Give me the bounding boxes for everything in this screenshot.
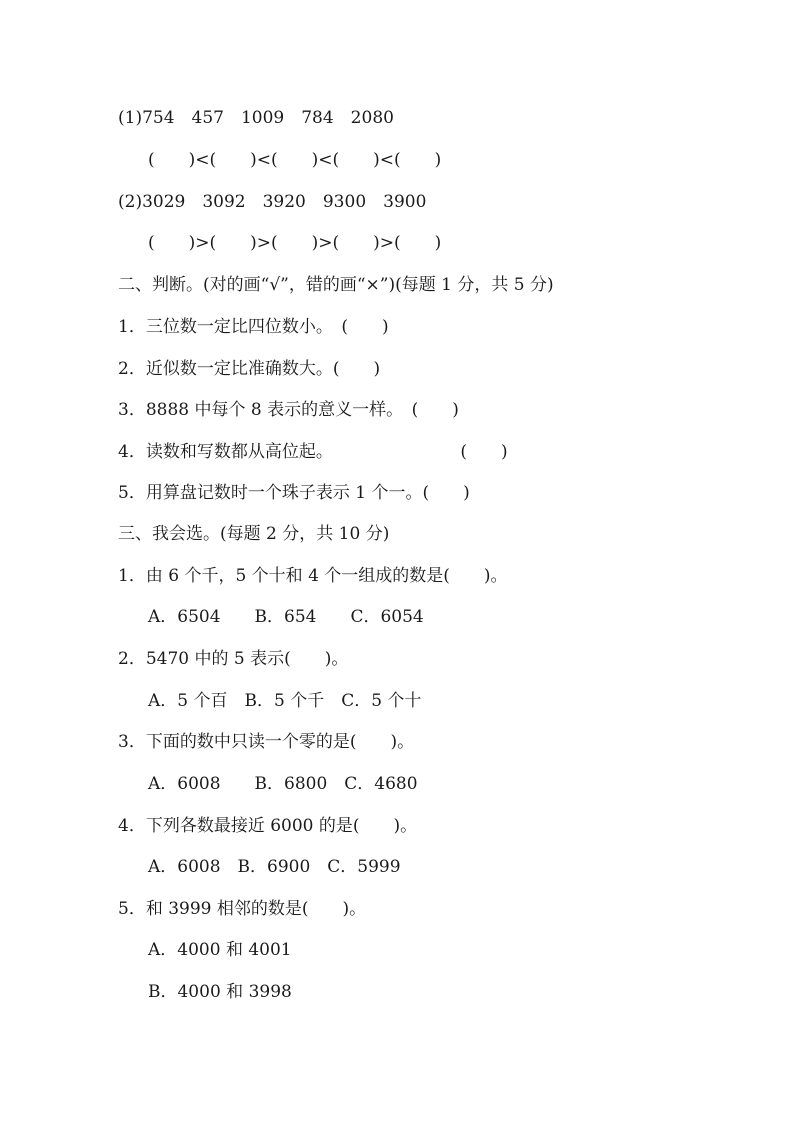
choice-question-3: 3．下面的数中只读一个零的是( )。 [118, 732, 415, 752]
q2-numbers: (2)3029 3092 3920 9300 3900 [118, 192, 427, 212]
choice-options-2: A．5 个百 B．5 个千 C．5 个十 [148, 691, 422, 711]
q1-numbers: (1)754 457 1009 784 2080 [118, 108, 394, 128]
q2-answer-blanks: ( )>( )>( )>( )>( ) [148, 233, 442, 253]
section-choice-heading: 三、我会选。(每题 2 分，共 10 分) [118, 524, 390, 544]
judge-item-1: 1．三位数一定比四位数小。 ( ) [118, 317, 389, 337]
choice-question-5: 5．和 3999 相邻的数是( )。 [118, 899, 367, 919]
choice-option-5b: B．4000 和 3998 [148, 982, 292, 1002]
judge-item-3: 3．8888 中每个 8 表示的意义一样。 ( ) [118, 400, 459, 420]
choice-options-1: A．6504 B．654 C．6054 [148, 607, 424, 627]
choice-question-2: 2．5470 中的 5 表示( )。 [118, 649, 349, 669]
judge-item-5: 5．用算盘记数时一个珠子表示 1 个一。( ) [118, 483, 470, 503]
q1-answer-blanks: ( )<( )<( )<( )<( ) [148, 150, 442, 170]
choice-options-3: A．6008 B．6800 C．4680 [148, 774, 418, 794]
choice-question-4: 4．下列各数最接近 6000 的是( )。 [118, 816, 418, 836]
choice-question-1: 1．由 6 个千，5 个十和 4 个一组成的数是( )。 [118, 566, 508, 586]
choice-option-5a: A．4000 和 4001 [148, 940, 292, 960]
choice-options-4: A．6008 B．6900 C．5999 [148, 857, 401, 877]
judge-item-4: 4．读数和写数都从高位起。 ( ) [118, 442, 508, 462]
judge-item-2: 2．近似数一定比准确数大。( ) [118, 359, 381, 379]
section-judge-heading: 二、判断。(对的画“√”，错的画“×”)(每题 1 分，共 5 分) [118, 275, 554, 295]
